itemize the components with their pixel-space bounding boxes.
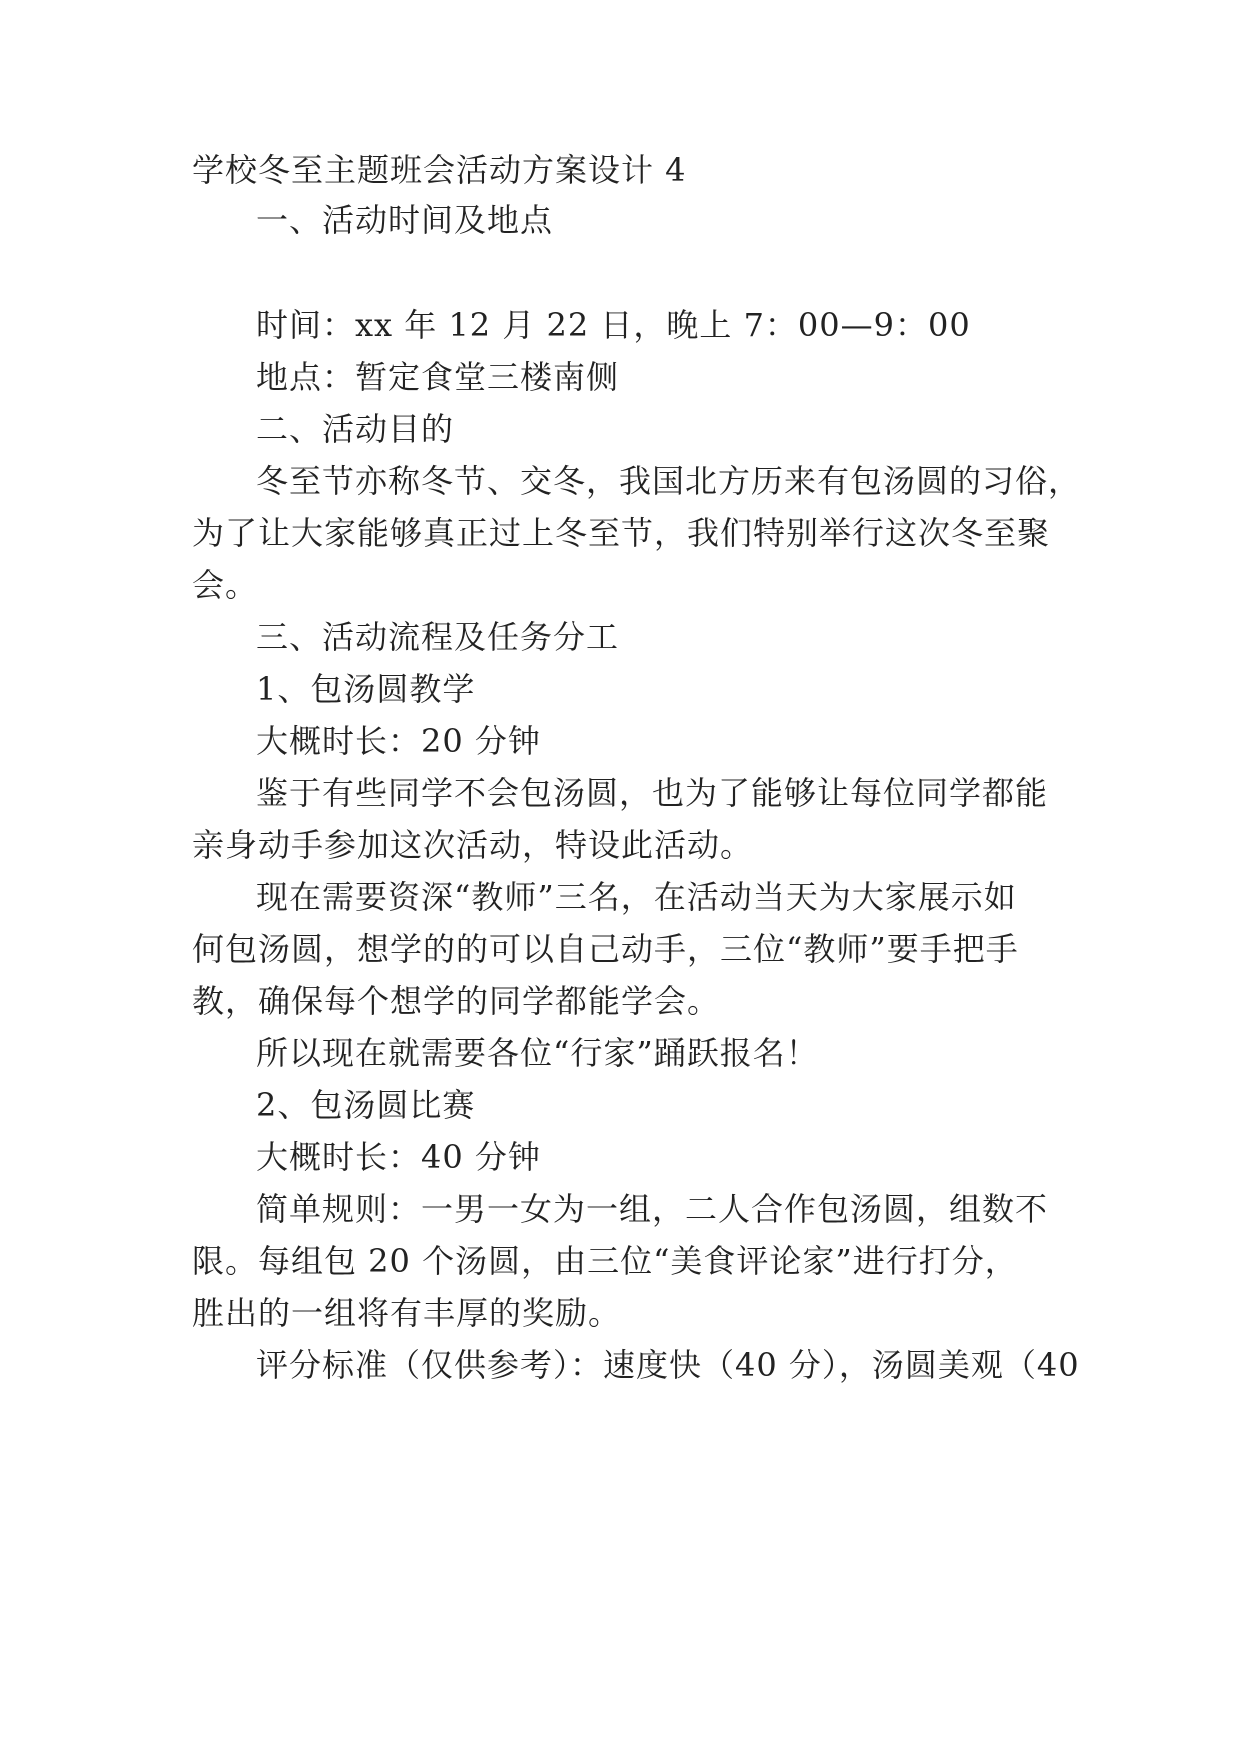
paragraph-line: 何包汤圆，想学的的可以自己动手，三位“教师”要手把手: [192, 930, 1019, 968]
section-heading: 三、活动流程及任务分工: [256, 618, 620, 656]
paragraph-line: 胜出的一组将有丰厚的奖励。: [192, 1294, 622, 1332]
paragraph-line: 现在需要资深“教师”三名，在活动当天为大家展示如: [256, 878, 1017, 916]
paragraph-line: 所以现在就需要各位“行家”踊跃报名！: [256, 1034, 819, 1072]
paragraph-line: 冬至节亦称冬节、交冬，我国北方历来有包汤圆的习俗，: [256, 462, 1082, 500]
subsection-heading: 1、包汤圆教学: [256, 670, 476, 708]
section-heading: 二、活动目的: [256, 410, 455, 448]
paragraph-line: 简单规则：一男一女为一组，二人合作包汤圆，组数不: [256, 1190, 1049, 1228]
paragraph-line: 大概时长：20 分钟: [256, 722, 541, 760]
paragraph-line: 评分标准（仅供参考）：速度快（40 分），汤圆美观（40: [256, 1346, 1080, 1384]
paragraph-line: 大概时长：40 分钟: [256, 1138, 541, 1176]
paragraph-line: 为了让大家能够真正过上冬至节，我们特别举行这次冬至聚: [192, 514, 1051, 552]
paragraph-line: 会。: [192, 566, 259, 604]
paragraph-line: 教，确保每个想学的同学都能学会。: [192, 982, 721, 1020]
paragraph-line: 地点：暂定食堂三楼南侧: [256, 358, 620, 396]
section-heading: 一、活动时间及地点: [256, 201, 554, 239]
document-title: 学校冬至主题班会活动方案设计 4: [192, 151, 687, 189]
paragraph-line: 亲身动手参加这次活动，特设此活动。: [192, 826, 754, 864]
paragraph-line: 限。每组包 20 个汤圆，由三位“美食评论家”进行打分，: [192, 1242, 1018, 1280]
subsection-heading: 2、包汤圆比赛: [256, 1086, 476, 1124]
paragraph-line: 时间：xx 年 12 月 22 日，晚上 7：00—9：00: [256, 306, 971, 344]
paragraph-line: 鉴于有些同学不会包汤圆，也为了能够让每位同学都能: [256, 774, 1049, 812]
